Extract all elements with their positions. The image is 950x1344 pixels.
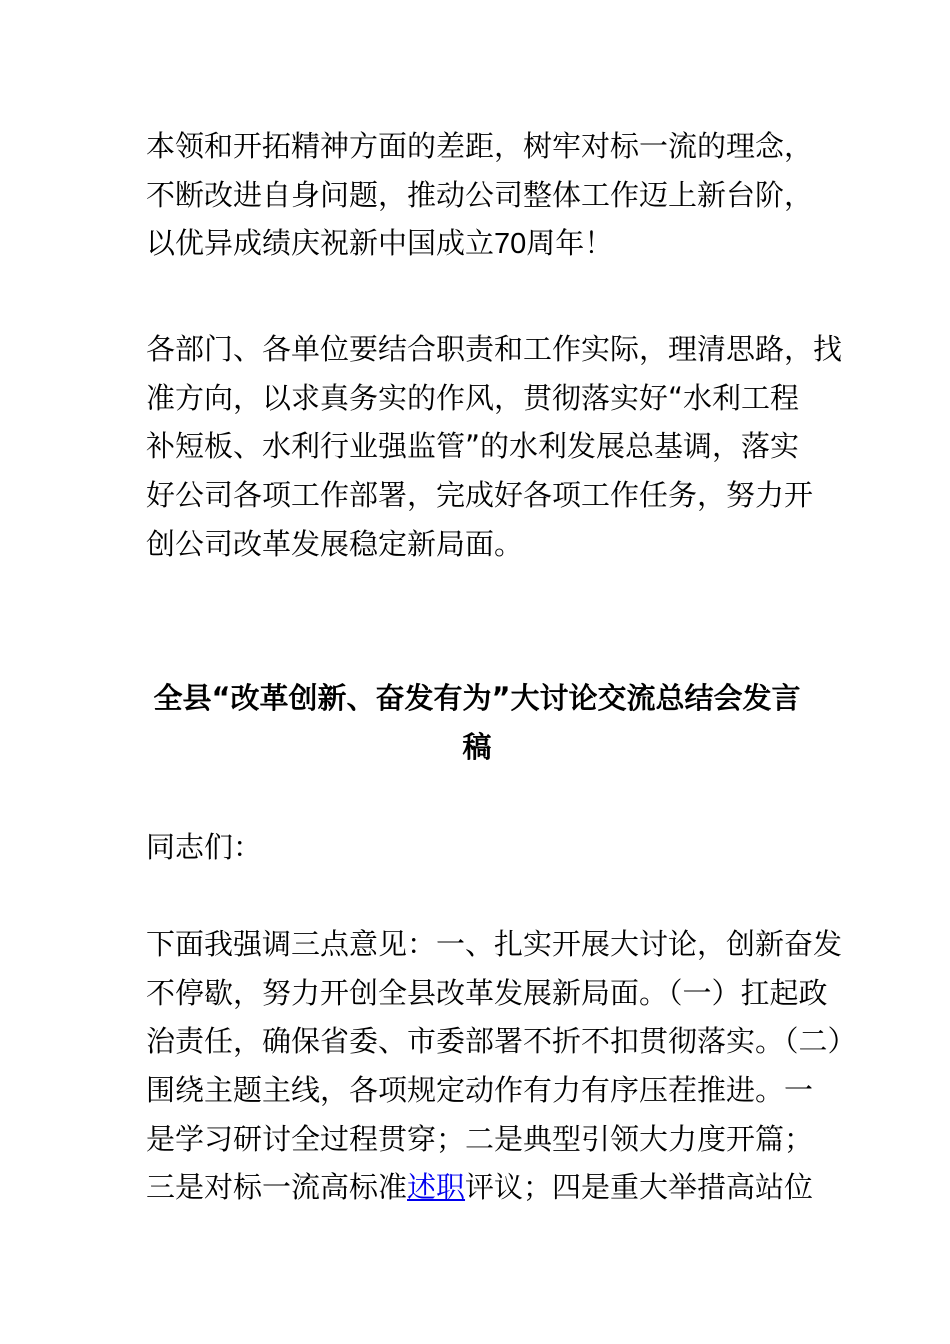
text-line: 不停歇，努力开创全县改革发展新局面。（一）扛起政 — [146, 975, 828, 1010]
text-line: 好公司各项工作部署，完成好各项工作任务，努力开 — [146, 478, 814, 513]
text-line: 各部门、各单位要结合职责和工作实际，理清思路，找 — [146, 332, 843, 366]
salutation — [146, 823, 808, 872]
text-line: 不断改进自身问题，推动公司整体工作迈上新台阶， — [146, 177, 814, 212]
number-fragment: 70 — [494, 228, 527, 261]
title-line: 全县“改革创新、奋发有为”大讨论交流总结会发言 — [153, 681, 801, 715]
text-line: 创公司改革发展稳定新局面。 — [146, 526, 524, 561]
text-line: 同志们： — [146, 830, 263, 864]
paragraph-intro-end — [146, 122, 814, 268]
text-fragment: 评议；四是重大举措高站位 — [465, 1170, 814, 1205]
text-line — [146, 219, 808, 268]
text-line: 围绕主题主线，各项规定动作有力有序压茬推进。一 — [146, 1073, 814, 1108]
text-line: 补短板、水利行业强监管”的水利发展总基调，落实 — [146, 429, 800, 464]
title-line: 稿 — [462, 729, 492, 764]
text-line: 治责任，确保省委、市委部署不折不扣贯彻落实。（二） — [146, 1024, 857, 1059]
text-line: 下面我强调三点意见：一、扎实开展大讨论，创新奋发 — [146, 927, 843, 961]
text-line: 准方向，以求真务实的作风，贯彻落实好“水利工程 — [146, 380, 800, 415]
section-title — [146, 674, 808, 771]
text-fragment: 以优异成绩庆祝新中国成立 — [146, 226, 495, 261]
text-fragment: 三是对标一流高标准 — [146, 1170, 408, 1205]
text-line: 本领和开拓精神方面的差距，树牢对标一流的理念， — [146, 129, 814, 163]
shuzhi-link[interactable]: 述职 — [407, 1170, 466, 1205]
text-fragment: 周年！ — [526, 226, 614, 261]
paragraph-opinions — [146, 920, 857, 1212]
paragraph-departments — [146, 325, 843, 568]
text-line — [146, 1163, 814, 1212]
text-line: 是学习研讨全过程贯穿；二是典型引领大力度开篇； — [146, 1121, 814, 1156]
